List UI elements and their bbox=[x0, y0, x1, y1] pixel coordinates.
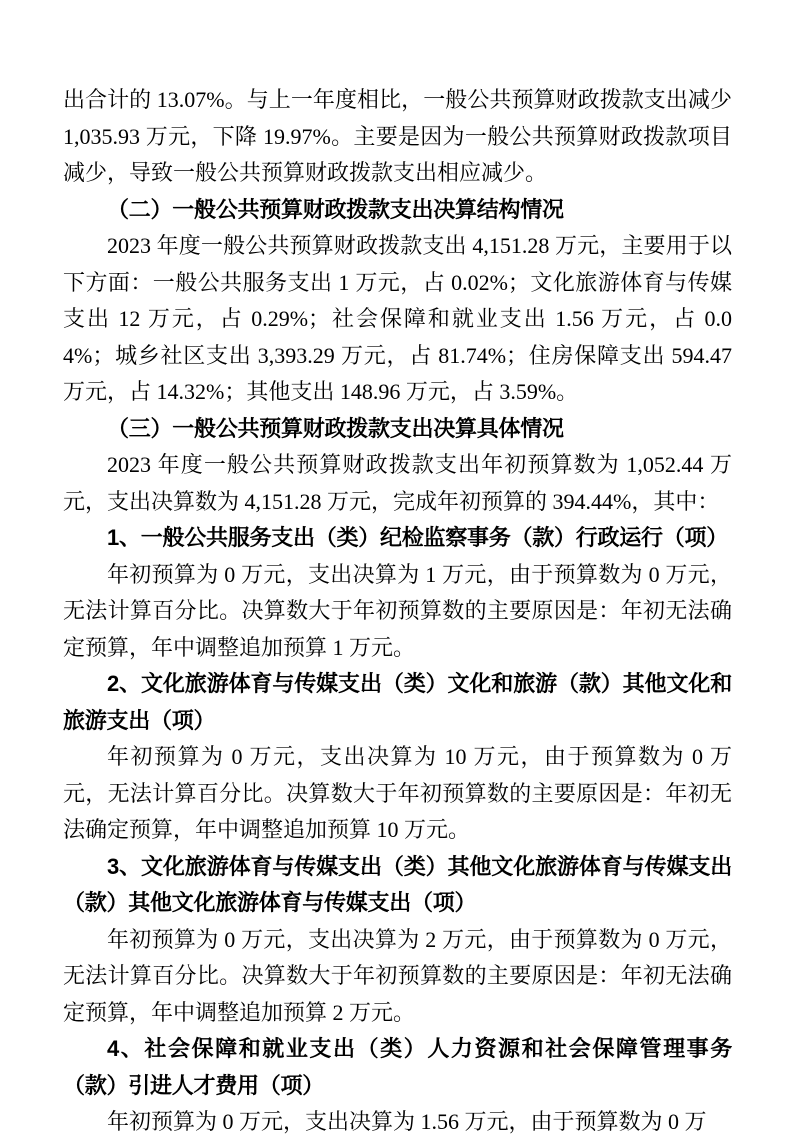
paragraph: 2023 年度一般公共预算财政拨款支出 4,151.28 万元，主要用于以下方面：一般公共服务支出 1 万元，占 0.02%；文化旅游体育与传媒支出 12 万元，占 0.29%；社会保障和就业支出 1.56 万元，占 0.04%；城乡社区支出 3,393.29 万元，占 81.74%；住房保障支出 594.47 万元，占 14.32%；其他支出 148.96 万元，占 3.59%。 bbox=[63, 233, 732, 404]
paragraph: 2023 年度一般公共预算财政拨款支出年初预算数为 1,052.44 万元，支出决算数为 4,151.28 万元，完成年初预算的 394.44%，其中： bbox=[63, 452, 732, 514]
section-heading: （三）一般公共预算财政拨款支出决算具体情况 bbox=[107, 415, 564, 441]
paragraph: 年初预算为 0 万元，支出决算为 1.56 万元，由于预算数为 0 万 bbox=[107, 1109, 707, 1134]
paragraph: 年初预算为 0 万元，支出决算为 10 万元，由于预算数为 0 万元，无法计算百分比。决算数大于年初预算数的主要原因是：年初无法确定预算，年中调整追加预算 10 万元。 bbox=[63, 744, 732, 842]
section-heading: 2、文化旅游体育与传媒支出（类）文化和旅游（款）其他文化和旅游支出（项） bbox=[63, 671, 732, 733]
section-heading: 3、文化旅游体育与传媒支出（类）其他文化旅游体育与传媒支出（款）其他文化旅游体育与传媒支出（项） bbox=[63, 853, 732, 915]
section-heading: （二）一般公共预算财政拨款支出决算结构情况 bbox=[107, 196, 564, 222]
paragraph: 年初预算为 0 万元，支出决算为 1 万元，由于预算数为 0 万元，无法计算百分比。决算数大于年初预算数的主要原因是：年初无法确定预算，年中调整追加预算 1 万元。 bbox=[63, 561, 732, 660]
section-heading: 1、一般公共服务支出（类）纪检监察事务（款）行政运行（项） bbox=[107, 525, 728, 550]
section-heading: 4、社会保障和就业支出（类）人力资源和社会保障管理事务（款）引进人才费用（项） bbox=[63, 1036, 732, 1098]
paragraph: 年初预算为 0 万元，支出决算为 2 万元，由于预算数为 0 万元，无法计算百分比。决算数大于年初预算数的主要原因是：年初无法确定预算，年中调整追加预算 2 万元。 bbox=[63, 926, 732, 1025]
document-body bbox=[63, 82, 732, 1141]
paragraph: 出合计的 13.07%。与上一年度相比，一般公共预算财政拨款支出减少 1,035.93 万元，下降 19.97%。主要是因为一般公共预算财政拨款项目减少，导致一般公共预算财政拨款支出相应减少。 bbox=[63, 87, 732, 185]
